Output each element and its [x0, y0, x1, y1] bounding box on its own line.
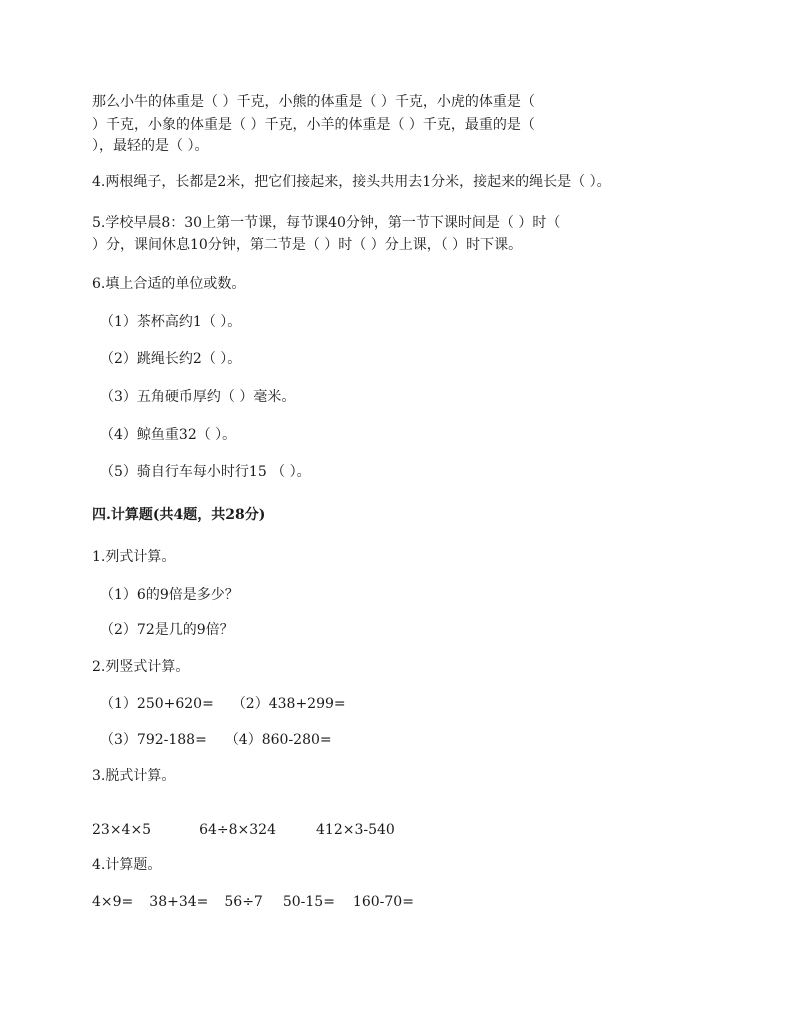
calc-4-item: 56÷7 [224, 894, 263, 910]
calc-4-title: 4.计算题。 [92, 857, 162, 873]
question-5-line-2: ）分，课间休息10分钟，第二节是（ ）时（ ）分上课，（ ）时下课。 [92, 237, 523, 253]
calc-1-item: （2）72是几的9倍？ [100, 622, 234, 638]
calc-2-item: （2）438+299= [231, 696, 346, 712]
text-line: ），最轻的是（ ）。 [92, 138, 209, 154]
text-line: 那么小牛的体重是（ ）千克，小熊的体重是（ ）千克，小虎的体重是（ [92, 94, 535, 110]
calc-1-title: 1.列式计算。 [92, 549, 176, 565]
calc-3-item: 23×4×5 [92, 822, 152, 838]
question-6-item: （3）五角硬币厚约（ ）毫米。 [100, 389, 296, 405]
question-6-title: 6.填上合适的单位或数。 [92, 276, 246, 292]
calc-2-row [100, 730, 332, 750]
calc-3-row [92, 820, 395, 840]
calc-2-row [100, 694, 346, 714]
calc-3-title: 3.脱式计算。 [92, 768, 176, 784]
calc-4-row [92, 892, 414, 912]
calc-3-item: 412×3-540 [316, 822, 395, 838]
calc-4-item: 160-70= [352, 894, 414, 910]
question-6-item: （2）跳绳长约2（ ）。 [100, 351, 242, 367]
text-line: ）千克，小象的体重是（ ）千克，小羊的体重是（ ）千克，最重的是（ [92, 117, 535, 133]
section-4-title: 四.计算题(共4题，共28分) [92, 507, 266, 523]
question-6-item: （4）鲸鱼重32（ ）。 [100, 427, 237, 443]
calc-1-item: （1）6的9倍是多少？ [100, 587, 239, 603]
calc-4-item: 50-15= [282, 894, 335, 910]
calc-2-item: （3）792-188= [100, 732, 207, 748]
calc-3-item: 64÷8×324 [199, 822, 276, 838]
question-6-item: （5）骑自行车每小时行15 （ ）。 [100, 464, 311, 480]
question-6-item: （1）茶杯高约1（ ）。 [100, 314, 242, 330]
calc-2-item: （1）250+620= [100, 696, 214, 712]
question-4: 4.两根绳子，长都是2米，把它们接起来，接头共用去1分米，接起来的绳长是（ ）。 [92, 174, 611, 190]
calc-2-item: （4）860-280= [224, 732, 332, 748]
question-5-line-1: 5.学校早晨8：30上第一节课，每节课40分钟，第一节下课时间是（ ）时（ [92, 215, 561, 231]
calc-4-item: 38+34= [149, 894, 209, 910]
calc-4-item: 4×9= [92, 894, 134, 910]
calc-2-title: 2.列竖式计算。 [92, 659, 190, 675]
